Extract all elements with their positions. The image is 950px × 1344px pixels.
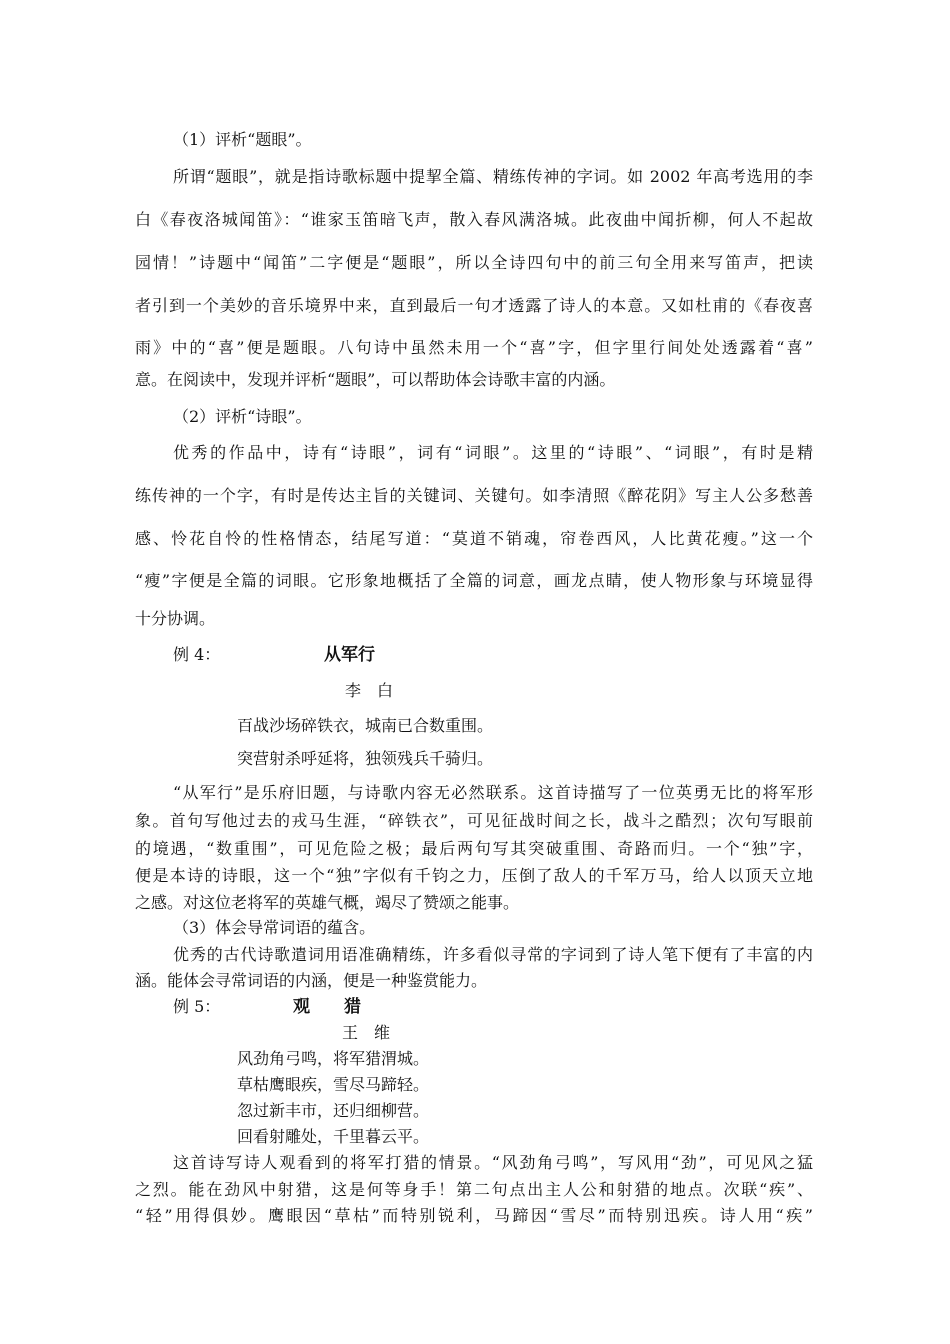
section2-heading: （2）评析“诗眼”。: [173, 407, 312, 426]
paragraph-line: “瘦”字便是全篇的词眼。它形象地概括了全篇的词意，画龙点睛，使人物形象与环境显得: [135, 571, 813, 590]
paragraph-line: 优秀的作品中，诗有“诗眼”，词有“词眼”。这里的“诗眼”、“词眼”，有时是精: [173, 443, 813, 462]
section1-heading: （1）评析“题眼”。: [173, 130, 312, 149]
analysis-line: 象。首句写他过去的戎马生涯，“碎铁衣”，可见征战时间之长，战斗之酷烈；次句写眼前: [135, 811, 813, 830]
example4-title: 从军行: [324, 645, 375, 665]
example4-author: 李 白: [345, 681, 394, 700]
poem-line: 忽过新丰市，还归细柳营。: [237, 1101, 430, 1120]
analysis-line: 便是本诗的诗眼，这一个“独”字似有千钧之力，压倒了敌人的千军万马，给人以顶天立地: [135, 866, 813, 885]
paragraph-line: 感、怜花自怜的性格情态，结尾写道：“莫道不销魂，帘卷西风，人比黄花瘦。”这一个: [135, 529, 813, 548]
analysis-line: 之烈。能在劲风中射猎，这是何等身手！第二句点出主人公和射猎的地点。次联“疾”、: [135, 1180, 813, 1199]
poem-line: 回看射雕处，千里暮云平。: [237, 1127, 430, 1146]
analysis-line: 之感。对这位老将军的英雄气概，竭尽了赞颂之能事。: [135, 893, 520, 912]
example5-title: 观 猎: [293, 997, 361, 1017]
paragraph-line: 优秀的古代诗歌遣词用语准确精练，许多看似寻常的字词到了诗人笔下便有了丰富的内: [173, 945, 813, 964]
poem-line: 风劲角弓鸣，将军猎渭城。: [237, 1049, 430, 1068]
paragraph-line: 所谓“题眼”，就是指诗歌标题中提挈全篇、精练传神的字词。如 2002 年高考选用的李: [173, 167, 813, 186]
section3-heading: （3）体会导常词语的蕴含。: [173, 918, 376, 937]
paragraph-line: 白《春夜洛城闻笛》：“谁家玉笛暗飞声，散入春风满洛城。此夜曲中闻折柳，何人不起故: [135, 210, 813, 229]
paragraph-line: 者引到一个美妙的音乐境界中来，直到最后一句才透露了诗人的本意。又如杜甫的《春夜喜: [135, 296, 813, 315]
analysis-line: “轻”用得俱妙。鹰眼因“草枯”而特别锐利，马蹄因“雪尽”而特别迅疾。诗人用“疾”: [135, 1206, 813, 1225]
poem-line: 草枯鹰眼疾，雪尽马蹄轻。: [237, 1075, 430, 1094]
analysis-line: “从军行”是乐府旧题，与诗歌内容无必然联系。这首诗描写了一位英勇无比的将军形: [173, 783, 813, 802]
paragraph-line: 意。在阅读中，发现并评析“题眼”，可以帮助体会诗歌丰富的内涵。: [135, 370, 616, 389]
poem-line: 突营射杀呼延将，独领残兵千骑归。: [237, 749, 494, 768]
analysis-line: 这首诗写诗人观看到的将军打猎的情景。“风劲角弓鸣”，写风用“劲”，可见风之猛: [173, 1153, 813, 1172]
paragraph-line: 雨》中的“喜”便是题眼。八句诗中虽然未用一个“喜”字，但字里行间处处透露着“喜”: [135, 338, 813, 357]
example5-author: 王 维: [342, 1023, 391, 1042]
paragraph-line: 十分协调。: [135, 609, 216, 628]
example4-label: 例 4：: [173, 645, 221, 664]
paragraph-line: 园情！”诗题中“闻笛”二字便是“题眼”，所以全诗四句中的前三句全用来写笛声，把读: [135, 253, 813, 272]
poem-line: 百战沙场碎铁衣，城南已合数重围。: [237, 716, 494, 735]
analysis-line: 的境遇，“数重围”，可见危险之极；最后两句写其突破重围、奇路而归。一个“独”字，: [135, 839, 813, 858]
example5-label: 例 5：: [173, 997, 221, 1016]
paragraph-line: 涵。能体会寻常词语的内涵，便是一种鉴赏能力。: [135, 971, 488, 990]
paragraph-line: 练传神的一个字，有时是传达主旨的关键词、关键句。如李清照《醉花阴》写主人公多愁善: [135, 486, 813, 505]
